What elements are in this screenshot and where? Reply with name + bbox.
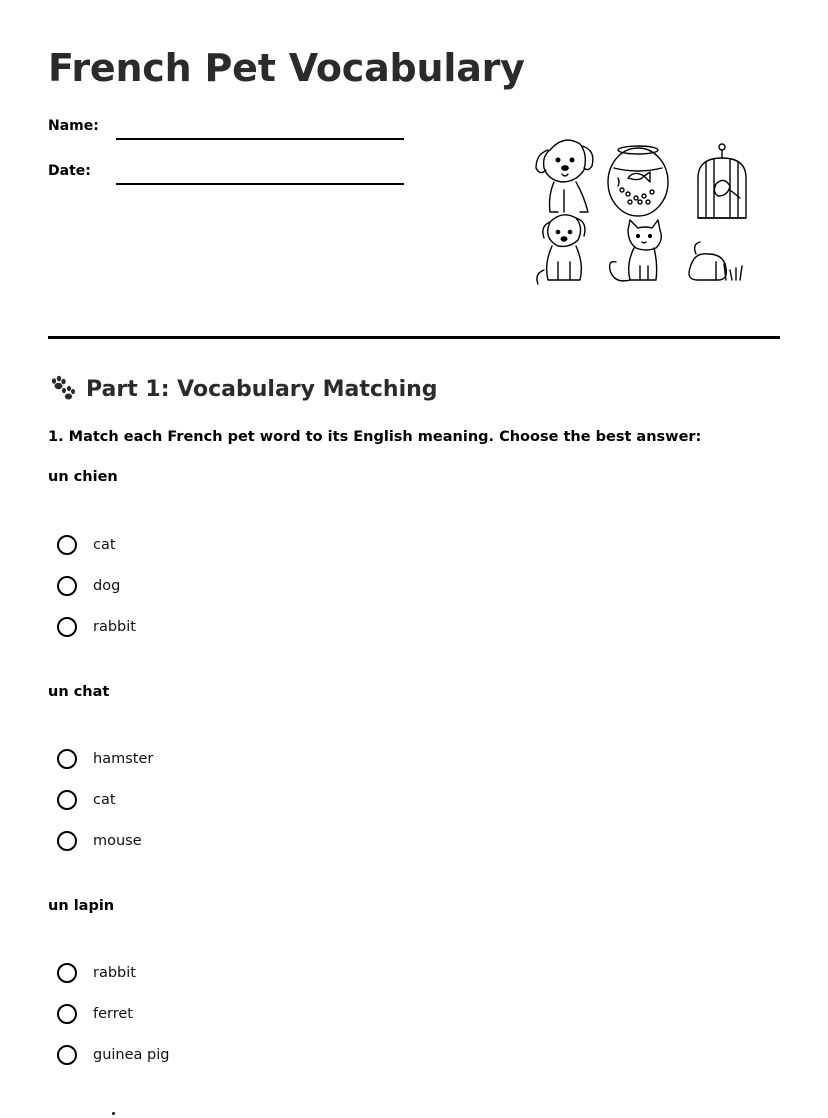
name-label: Name: — [48, 118, 99, 134]
radio-button[interactable] — [57, 535, 77, 555]
option-cat[interactable] — [57, 532, 116, 558]
birdcage-icon — [698, 144, 746, 218]
radio-button[interactable] — [57, 749, 77, 769]
option-dog[interactable] — [57, 573, 120, 599]
section-divider — [48, 336, 780, 339]
option-ferret[interactable] — [57, 1001, 133, 1027]
radio-button[interactable] — [57, 576, 77, 596]
option-label[interactable]: rabbit — [93, 619, 136, 635]
option-rabbit[interactable] — [57, 614, 136, 640]
option-label[interactable]: cat — [93, 537, 116, 553]
page-cutoff-mark — [112, 1112, 115, 1115]
radio-button[interactable] — [57, 790, 77, 810]
option-mouse[interactable] — [57, 828, 142, 854]
instruction-text: 1. Match each French pet word to its English meaning. Choose the best answer: — [48, 429, 702, 445]
question-prompt: un chien — [48, 469, 118, 485]
option-label[interactable]: rabbit — [93, 965, 136, 981]
date-line[interactable] — [116, 183, 404, 185]
option-label[interactable]: hamster — [93, 751, 154, 767]
worksheet-page — [48, 0, 780, 1118]
part1-title: Part 1: Vocabulary Matching — [86, 376, 438, 402]
option-label[interactable]: dog — [93, 578, 121, 594]
option-rabbit[interactable] — [57, 960, 136, 986]
option-label[interactable]: cat — [93, 792, 116, 808]
option-label[interactable]: mouse — [93, 833, 142, 849]
option-label[interactable]: guinea pig — [93, 1047, 170, 1063]
fishbowl-icon — [608, 146, 668, 216]
name-field — [48, 118, 408, 142]
radio-button[interactable] — [57, 1004, 77, 1024]
radio-button[interactable] — [57, 831, 77, 851]
question-prompt: un lapin — [48, 898, 115, 914]
date-field — [48, 163, 408, 187]
option-label[interactable]: ferret — [93, 1006, 133, 1022]
radio-button[interactable] — [57, 1045, 77, 1065]
worksheet-title: French Pet Vocabulary — [48, 46, 525, 90]
paw-prints-icon — [48, 375, 78, 403]
rabbit-icon — [689, 242, 742, 280]
cat-icon — [610, 220, 662, 281]
dog-icon — [536, 140, 593, 212]
option-guinea-pig[interactable] — [57, 1042, 169, 1068]
question-prompt: un chat — [48, 684, 110, 700]
radio-button[interactable] — [57, 963, 77, 983]
option-cat[interactable] — [57, 787, 116, 813]
option-hamster[interactable] — [57, 746, 153, 772]
pets-illustration-icon — [530, 130, 760, 290]
puppy-icon — [537, 215, 585, 284]
name-line[interactable] — [116, 138, 404, 140]
date-label: Date: — [48, 163, 91, 179]
part1-heading — [48, 372, 438, 406]
radio-button[interactable] — [57, 617, 77, 637]
